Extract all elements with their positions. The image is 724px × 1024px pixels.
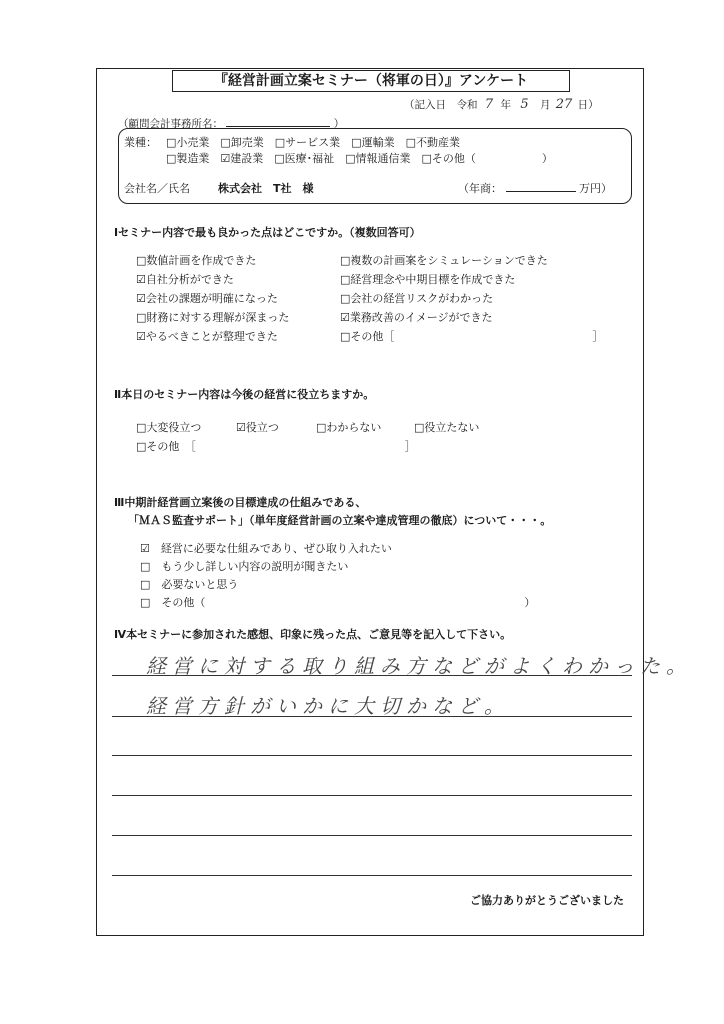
answer-line-1 bbox=[112, 675, 632, 676]
industry-row-2[interactable]: □製造業 ☑建設業 □医療･福祉 □情報通信業 □その他（ ） bbox=[166, 152, 553, 165]
q1-right-3[interactable]: □会社の経営リスクがわかった bbox=[340, 292, 494, 305]
answer-line-2 bbox=[112, 716, 632, 717]
q1-right-5[interactable]: □その他［ ］ bbox=[340, 330, 604, 343]
q3-option-3[interactable]: □ 必要ないと思う bbox=[140, 578, 239, 591]
date-year-unit: 年 bbox=[500, 99, 511, 111]
q1-right-4[interactable]: ☑業務改善のイメージができた bbox=[340, 311, 493, 324]
sales-label: （年商： bbox=[458, 182, 502, 195]
sales-row bbox=[458, 180, 612, 196]
q3-option-2[interactable]: □ もう少し詳しい内容の説明が聞きたい bbox=[140, 560, 349, 573]
q4-answer-1[interactable]: 経営に対する取り組み方などがよくわかった。 bbox=[146, 654, 692, 678]
industry-row-1[interactable]: □小売業 □卸売業 □サービス業 □運輸業 □不動産業 bbox=[166, 136, 460, 149]
office-field[interactable] bbox=[226, 114, 330, 127]
answer-line-4 bbox=[112, 795, 632, 796]
office-close: ） bbox=[333, 118, 345, 130]
q4-heading: Ⅳ本セミナーに参加された感想、印象に残った点、ご意見等を記入して下さい。 bbox=[114, 628, 512, 641]
q1-right-2[interactable]: □経営理念や中期目標を作成できた bbox=[340, 273, 516, 286]
q4-answer-2[interactable]: 経営方針がいかに大切かなど。 bbox=[146, 694, 510, 718]
date-day-unit: 日） bbox=[577, 99, 599, 111]
q2-option-4[interactable]: □役立たない bbox=[414, 421, 480, 434]
q3-heading-1: Ⅲ中期計経営画立案後の目標達成の仕組みである、 bbox=[114, 496, 367, 509]
q3-heading-2: 「ＭＡＳ監査サポート」（単年度経営計画の立案や達成管理の徹底）について・・・。 bbox=[128, 514, 552, 527]
q3-option-1[interactable]: ☑ 経営に必要な仕組みであり、ぜひ取り入れたい bbox=[140, 542, 392, 555]
sales-field[interactable] bbox=[506, 181, 576, 192]
date-year: 7 bbox=[484, 97, 494, 112]
thank-you-footer: ご協力ありがとうございました bbox=[470, 894, 624, 907]
date-prefix: （記入日 令和 bbox=[404, 99, 478, 111]
q1-left-1[interactable]: □数値計画を作成できた bbox=[136, 254, 257, 267]
industry-label: 業種： bbox=[124, 136, 157, 149]
q1-heading: Ⅰセミナー内容で最も良かった点はどこですか。（複数回答可） bbox=[114, 226, 421, 239]
office-label: （顧問会計事務所名： bbox=[118, 118, 223, 130]
q2-other[interactable]: □その他 ［ ］ bbox=[136, 440, 416, 453]
q2-option-1[interactable]: □大変役立つ bbox=[136, 421, 202, 434]
date-month: 5 bbox=[520, 97, 529, 112]
answer-line-5 bbox=[112, 835, 632, 836]
entry-date bbox=[404, 97, 599, 112]
q1-left-4[interactable]: □財務に対する理解が深まった bbox=[136, 311, 290, 324]
answer-line-3 bbox=[112, 755, 632, 756]
q1-left-5[interactable]: ☑やるべきことが整理できた bbox=[136, 330, 278, 343]
q2-option-2[interactable]: ☑役立つ bbox=[236, 421, 279, 434]
q2-option-3[interactable]: □わからない bbox=[316, 421, 382, 434]
q1-right-1[interactable]: □複数の計画案をシミュレーションできた bbox=[340, 254, 548, 267]
company-label: 会社名／氏名 bbox=[124, 182, 190, 195]
q1-left-3[interactable]: ☑会社の課題が明確になった bbox=[136, 292, 278, 305]
date-month-unit: 月 bbox=[539, 99, 551, 111]
q3-option-4[interactable]: □ その他（ ） bbox=[140, 596, 536, 609]
answer-line-6 bbox=[112, 875, 632, 876]
date-day: 27 bbox=[555, 97, 573, 112]
q2-heading: Ⅱ本日のセミナー内容は今後の経営に役立ちますか。 bbox=[114, 388, 375, 401]
survey-title: 『経営計画立案セミナー（将軍の日）』アンケート bbox=[172, 70, 570, 92]
sales-unit: 万円） bbox=[579, 182, 612, 195]
company-name: 株式会社 T社 様 bbox=[218, 182, 314, 195]
q1-left-2[interactable]: ☑自社分析ができた bbox=[136, 273, 234, 286]
